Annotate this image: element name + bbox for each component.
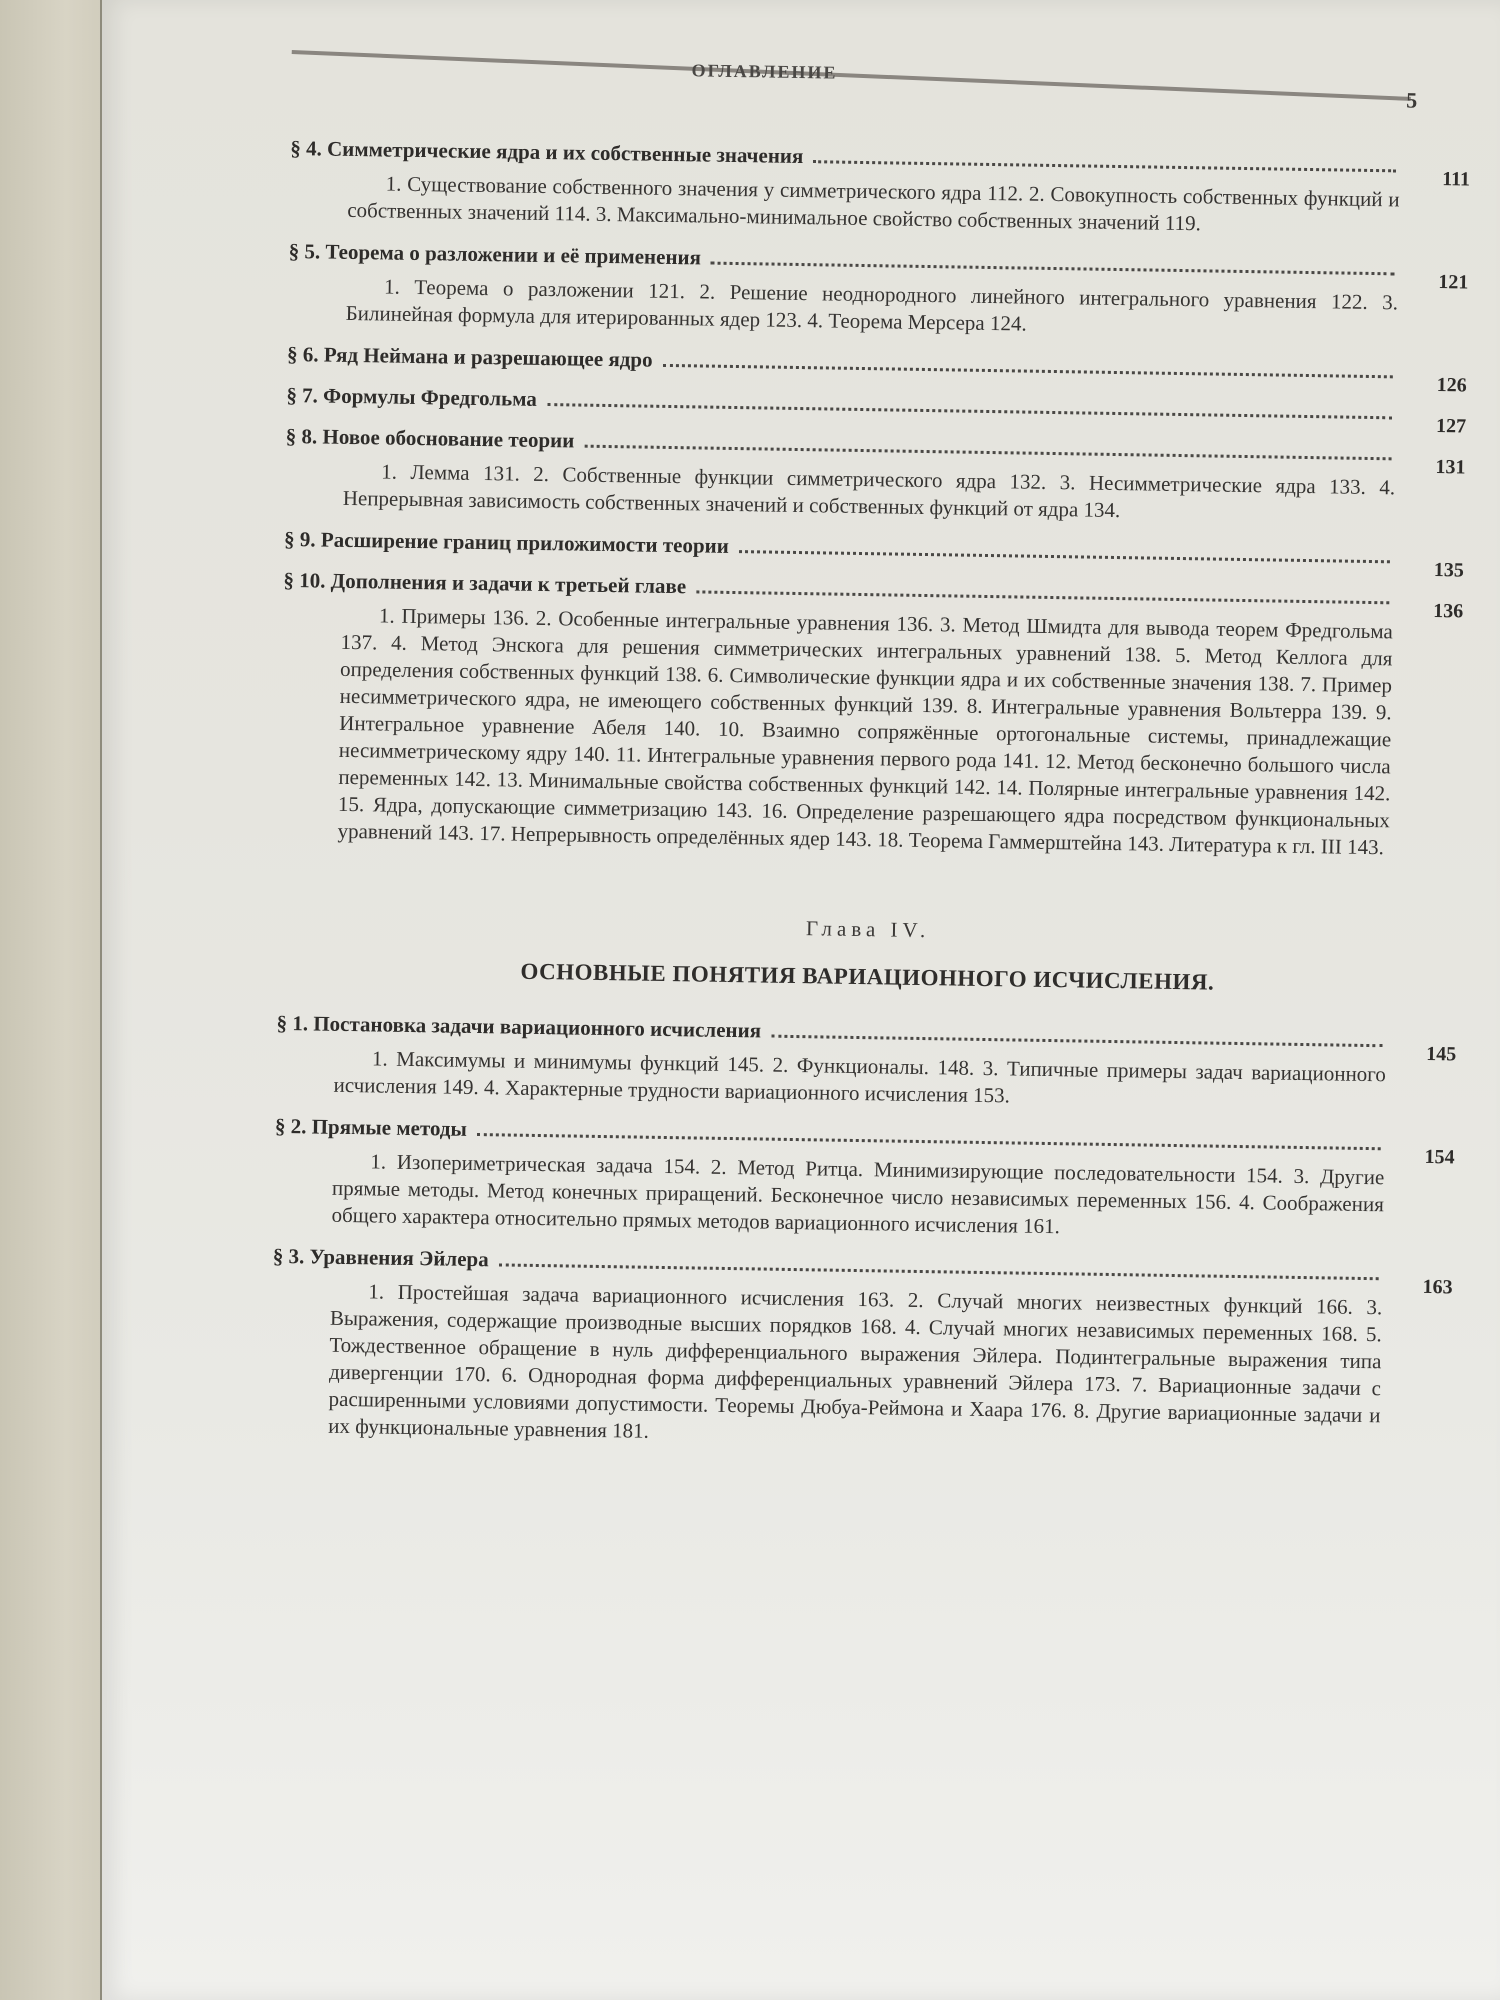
chapter-label: Глава IV. bbox=[805, 916, 931, 943]
dot-leader bbox=[739, 549, 1390, 563]
section-title: § 10. Дополнения и задачи к третьей главе bbox=[283, 567, 687, 599]
section-subtopics: 1. Примеры 136. 2. Особенные интегральные уравнения 136. 3. Метод Шмидта для вывода теорем Фредгольма 137. 4. Метод Энскога для решения симметрических интегральных уравнений 138. 5. Метод Келлога для определения собственных функций 138. 6. Символические функции ядра и их собственные значения 138. 7. Пример несимметрического ядра, не имеющего собственных функций 139. 8. Интегральные уравнения Вольтерра 139. 9. Интегральное уравнение Абеля 140. 10. Взаимно сопряжённые ортогональные системы, принадлежащие несимметрическому ядру 140. 11. Интегральные уравнения первого рода 141. 12. Метод бесконечно большого числа переменных 142. 13. Минимальные свойства собственных функций 142. 14. Полярные интегральные уравнения 142. 15. Ядра, допускающие симметризацию 143. 16. Определение разрешающего ядра посредством функциональных уравнений 143. 17. Непрерывность определённых ядер 143. 18. Теорема Гаммерштейна 143. Литература к гл. III 143. bbox=[337, 603, 1394, 860]
table-of-contents bbox=[270, 40, 1472, 1457]
section-page-number: 154 bbox=[1424, 1145, 1455, 1169]
section-page-number: 136 bbox=[1432, 599, 1464, 623]
section-subtopics: 1. Лемма 131. 2. Собственные функции симметрического ядра 132. 3. Несимметрические ядра 133. 4. Непрерывная зависимость собственных значений и собственных функций от ядра 134. bbox=[342, 459, 1396, 523]
section-title: § 2. Прямые методы bbox=[274, 1113, 468, 1141]
chapter-3-sections bbox=[279, 136, 1470, 862]
section-title: § 4. Симметрические ядра и их собственные значения bbox=[290, 135, 804, 169]
section-title: § 3. Уравнения Эйлера bbox=[272, 1243, 489, 1272]
dot-leader bbox=[547, 402, 1392, 419]
book-page bbox=[100, 0, 1500, 2000]
section-subtopics: 1. Простейшая задача вариационного исчисления 163. 2. Случай многих неизвестных функций 166. 3. Выражения, содержащие производные высших порядков 168. 4. Случай многих независимых переменных 168. 5. Тождественное обращение в нуль дифференциального выражения Эйлера. Подинтегральные выражения типа дивергенции 170. 6. Однородная форма дифференциальных уравнений Эйлера 173. 7. Вариационные задачи с расширенными условиями допустимости. Теоремы Дюбуа-Реймона и Хаара 176. 8. Другие вариационные задачи и их функциональные уравнения 181. bbox=[328, 1279, 1383, 1443]
section-title: § 7. Формулы Фредгольма bbox=[286, 382, 538, 411]
toc-section-entry bbox=[286, 382, 1467, 438]
running-head-title: ОГЛАВЛЕНИЕ bbox=[691, 60, 838, 83]
header-rule bbox=[292, 50, 1411, 101]
section-page-number: 131 bbox=[1435, 456, 1466, 479]
section-page-number: 111 bbox=[1441, 168, 1471, 191]
dot-leader bbox=[711, 261, 1395, 276]
dot-leader bbox=[771, 1034, 1382, 1048]
section-title: § 6. Ряд Неймана и разрешающее ядро bbox=[286, 341, 653, 372]
section-title: § 1. Постановка задачи вариационного исчисления bbox=[276, 1010, 762, 1043]
section-page-number: 163 bbox=[1422, 1275, 1453, 1299]
dot-leader bbox=[696, 589, 1389, 604]
page-number: 5 bbox=[1405, 87, 1418, 113]
section-subtopics: 1. Теорема о разложении 121. 2. Решение неоднородного линейного интегрального уравнения 122. 3. Билинейная формула для итерированных ядер 123. 4. Теорема Мерсера 124. bbox=[345, 274, 1399, 336]
dot-leader bbox=[662, 363, 1392, 378]
section-page-number: 135 bbox=[1433, 559, 1464, 582]
facing-page-edge bbox=[0, 0, 110, 2000]
dot-leader bbox=[499, 1262, 1379, 1280]
section-title: § 8. Новое обоснование теории bbox=[285, 423, 575, 453]
section-page-number: 121 bbox=[1438, 271, 1469, 294]
section-subtopics: 1. Изопериметрическая задача 154. 2. Метод Ритца. Минимизирующие последовательности 154. 3. Другие прямые методы. Метод конечных приращений. Бесконечное число независимых переменных 156. 4. Соображения общего характера относительно прямых методов вариационного исчисления 161. bbox=[331, 1149, 1385, 1239]
section-page-number: 145 bbox=[1426, 1042, 1457, 1066]
toc-section-entry bbox=[283, 526, 1464, 582]
chapter-4-sections bbox=[270, 1011, 1457, 1457]
section-subtopics: 1. Существование собственного значения у симметрического ядра 112. 2. Совокупность собственных функций и собственных значений 114. 3. Максимально-минимальное свойство собственных значений 119. bbox=[347, 171, 1400, 236]
section-page-number: 127 bbox=[1435, 415, 1467, 438]
section-title: § 5. Теорема о разложении и её применения bbox=[288, 238, 702, 270]
section-title: § 9. Расширение границ приложимости теории bbox=[283, 526, 730, 558]
section-page-number: 126 bbox=[1436, 374, 1467, 397]
running-head bbox=[291, 40, 1472, 139]
section-subtopics: 1. Максимумы и минимумы функций 145. 2. Функционалы. 148. 3. Типичные примеры задач вариационного исчисления 149. 4. Характерные трудности вариационного исчисления 153. bbox=[333, 1046, 1387, 1108]
dot-leader bbox=[584, 444, 1391, 461]
dot-leader bbox=[477, 1132, 1381, 1150]
dot-leader bbox=[813, 159, 1396, 172]
chapter-title: ОСНОВНЫЕ ПОНЯТИЯ ВАРИАЦИОННОГО ИСЧИСЛЕНИЯ. bbox=[520, 958, 1215, 995]
